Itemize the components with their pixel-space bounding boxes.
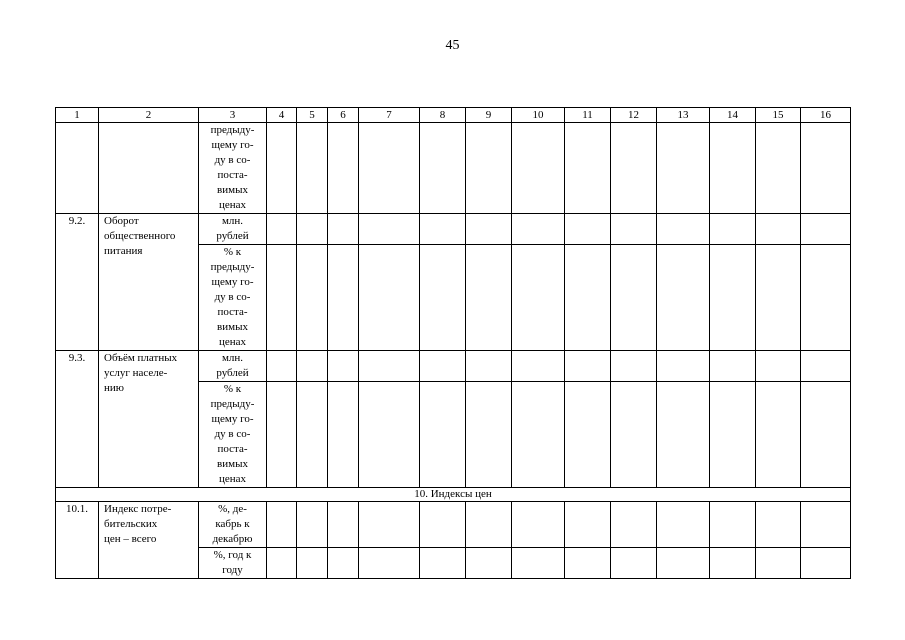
- value-cell-col-4[interactable]: [267, 214, 297, 245]
- value-cell-col-12[interactable]: [611, 548, 657, 579]
- table-row: [56, 123, 851, 214]
- unit-label: %, год к году: [213, 549, 252, 576]
- value-cell-col-13[interactable]: [657, 382, 710, 488]
- unit-cell: [199, 214, 267, 245]
- value-cell-col-8[interactable]: [420, 351, 466, 382]
- column-header-9: 9: [466, 108, 512, 123]
- value-cell-col-10[interactable]: [512, 351, 565, 382]
- value-cell-col-7[interactable]: [359, 382, 420, 488]
- value-cell-col-4[interactable]: [267, 382, 297, 488]
- value-cell-col-10[interactable]: [512, 214, 565, 245]
- table-row: [56, 214, 851, 245]
- value-cell-col-10[interactable]: [512, 123, 565, 214]
- value-cell-col-15[interactable]: [756, 382, 801, 488]
- column-header-14: 14: [710, 108, 756, 123]
- value-cell-col-13[interactable]: [657, 548, 710, 579]
- value-cell-col-14[interactable]: [710, 351, 756, 382]
- value-cell-col-8[interactable]: [420, 245, 466, 351]
- unit-label: млн. рублей: [216, 352, 249, 379]
- value-cell-col-16[interactable]: [801, 214, 851, 245]
- value-cell-col-12[interactable]: [611, 351, 657, 382]
- value-cell-col-4[interactable]: [267, 123, 297, 214]
- column-header-15: 15: [756, 108, 801, 123]
- value-cell-col-12[interactable]: [611, 502, 657, 548]
- value-cell-col-11[interactable]: [565, 245, 611, 351]
- unit-label: предыду- щему го- ду в со- поста- вимых ценах: [210, 124, 255, 211]
- table-row: [56, 351, 851, 382]
- section-row: [56, 488, 851, 502]
- indicator-name-cell: [99, 214, 199, 351]
- table-body: [56, 108, 851, 579]
- unit-cell: [199, 123, 267, 214]
- value-cell-col-14[interactable]: [710, 502, 756, 548]
- value-cell-col-5[interactable]: [297, 502, 328, 548]
- value-cell-col-8[interactable]: [420, 548, 466, 579]
- value-cell-col-14[interactable]: [710, 214, 756, 245]
- value-cell-col-6[interactable]: [328, 123, 359, 214]
- value-cell-col-8[interactable]: [420, 214, 466, 245]
- value-cell-col-15[interactable]: [756, 351, 801, 382]
- indicator-name: Объём платных услуг населе- нию: [104, 352, 178, 394]
- unit-label: % к предыду- щему го- ду в со- поста- вимых ценах: [210, 383, 255, 485]
- value-cell-col-11[interactable]: [565, 214, 611, 245]
- value-cell-col-7[interactable]: [359, 502, 420, 548]
- value-cell-col-7[interactable]: [359, 214, 420, 245]
- value-cell-col-12[interactable]: [611, 123, 657, 214]
- value-cell-col-5[interactable]: [297, 548, 328, 579]
- value-cell-col-7[interactable]: [359, 123, 420, 214]
- value-cell-col-10[interactable]: [512, 548, 565, 579]
- value-cell-col-5[interactable]: [297, 351, 328, 382]
- column-header-11: 11: [565, 108, 611, 123]
- indicator-name-cell: [99, 123, 199, 214]
- value-cell-col-9[interactable]: [466, 548, 512, 579]
- column-header-2: 2: [99, 108, 199, 123]
- value-cell-col-15[interactable]: [756, 502, 801, 548]
- indicator-name-cell: [99, 351, 199, 488]
- unit-cell: [199, 351, 267, 382]
- indicators-table: [55, 107, 851, 579]
- value-cell-col-16[interactable]: [801, 245, 851, 351]
- column-header-13: 13: [657, 108, 710, 123]
- page-number: 45: [445, 38, 460, 53]
- unit-cell: [199, 548, 267, 579]
- value-cell-col-9[interactable]: [466, 382, 512, 488]
- value-cell-col-6[interactable]: [328, 351, 359, 382]
- value-cell-col-15[interactable]: [756, 245, 801, 351]
- value-cell-col-4[interactable]: [267, 548, 297, 579]
- value-cell-col-5[interactable]: [297, 245, 328, 351]
- unit-cell: [199, 502, 267, 548]
- value-cell-col-13[interactable]: [657, 245, 710, 351]
- value-cell-col-8[interactable]: [420, 123, 466, 214]
- column-header-3: 3: [199, 108, 267, 123]
- value-cell-col-6[interactable]: [328, 502, 359, 548]
- value-cell-col-11[interactable]: [565, 502, 611, 548]
- value-cell-col-9[interactable]: [466, 214, 512, 245]
- header-row: [56, 108, 851, 123]
- value-cell-col-10[interactable]: [512, 245, 565, 351]
- indicator-name: Индекс потре- бительских цен – всего: [104, 503, 172, 545]
- value-cell-col-14[interactable]: [710, 123, 756, 214]
- column-header-7: 7: [359, 108, 420, 123]
- value-cell-col-6[interactable]: [328, 548, 359, 579]
- value-cell-col-5[interactable]: [297, 123, 328, 214]
- value-cell-col-4[interactable]: [267, 245, 297, 351]
- value-cell-col-8[interactable]: [420, 502, 466, 548]
- value-cell-col-16[interactable]: [801, 382, 851, 488]
- value-cell-col-14[interactable]: [710, 382, 756, 488]
- value-cell-col-16[interactable]: [801, 502, 851, 548]
- value-cell-col-13[interactable]: [657, 123, 710, 214]
- column-header-10: 10: [512, 108, 565, 123]
- value-cell-col-5[interactable]: [297, 382, 328, 488]
- value-cell-col-7[interactable]: [359, 548, 420, 579]
- value-cell-col-11[interactable]: [565, 382, 611, 488]
- value-cell-col-7[interactable]: [359, 351, 420, 382]
- value-cell-col-15[interactable]: [756, 123, 801, 214]
- unit-label: %, де- кабрь к декабрю: [212, 503, 253, 545]
- unit-cell: [199, 245, 267, 351]
- column-header-12: 12: [611, 108, 657, 123]
- value-cell-col-6[interactable]: [328, 382, 359, 488]
- value-cell-col-14[interactable]: [710, 548, 756, 579]
- unit-cell: [199, 382, 267, 488]
- value-cell-col-11[interactable]: [565, 123, 611, 214]
- value-cell-col-9[interactable]: [466, 123, 512, 214]
- row-number: 10.1.: [56, 502, 99, 579]
- section-title: 10. Индексы цен: [56, 488, 851, 502]
- value-cell-col-11[interactable]: [565, 351, 611, 382]
- value-cell-col-16[interactable]: [801, 548, 851, 579]
- value-cell-col-9[interactable]: [466, 502, 512, 548]
- row-number: [56, 123, 99, 214]
- value-cell-col-9[interactable]: [466, 245, 512, 351]
- value-cell-col-14[interactable]: [710, 245, 756, 351]
- value-cell-col-4[interactable]: [267, 502, 297, 548]
- indicator-name: Оборот общественного питания: [104, 215, 176, 257]
- value-cell-col-12[interactable]: [611, 214, 657, 245]
- value-cell-col-13[interactable]: [657, 502, 710, 548]
- value-cell-col-13[interactable]: [657, 351, 710, 382]
- value-cell-col-9[interactable]: [466, 351, 512, 382]
- table-row: [56, 502, 851, 548]
- value-cell-col-6[interactable]: [328, 245, 359, 351]
- value-cell-col-13[interactable]: [657, 214, 710, 245]
- value-cell-col-4[interactable]: [267, 351, 297, 382]
- value-cell-col-15[interactable]: [756, 548, 801, 579]
- value-cell-col-15[interactable]: [756, 214, 801, 245]
- value-cell-col-5[interactable]: [297, 214, 328, 245]
- value-cell-col-10[interactable]: [512, 382, 565, 488]
- column-header-16: 16: [801, 108, 851, 123]
- value-cell-col-11[interactable]: [565, 548, 611, 579]
- unit-label: % к предыду- щему го- ду в со- поста- вимых ценах: [210, 246, 255, 348]
- value-cell-col-12[interactable]: [611, 245, 657, 351]
- unit-label: млн. рублей: [216, 215, 249, 242]
- value-cell-col-7[interactable]: [359, 245, 420, 351]
- column-header-6: 6: [328, 108, 359, 123]
- value-cell-col-8[interactable]: [420, 382, 466, 488]
- value-cell-col-12[interactable]: [611, 382, 657, 488]
- row-number: 9.2.: [56, 214, 99, 351]
- indicator-name-cell: [99, 502, 199, 579]
- row-number: 9.3.: [56, 351, 99, 488]
- value-cell-col-16[interactable]: [801, 123, 851, 214]
- column-header-5: 5: [297, 108, 328, 123]
- column-header-1: 1: [56, 108, 99, 123]
- value-cell-col-16[interactable]: [801, 351, 851, 382]
- column-header-8: 8: [420, 108, 466, 123]
- column-header-4: 4: [267, 108, 297, 123]
- value-cell-col-6[interactable]: [328, 214, 359, 245]
- value-cell-col-10[interactable]: [512, 502, 565, 548]
